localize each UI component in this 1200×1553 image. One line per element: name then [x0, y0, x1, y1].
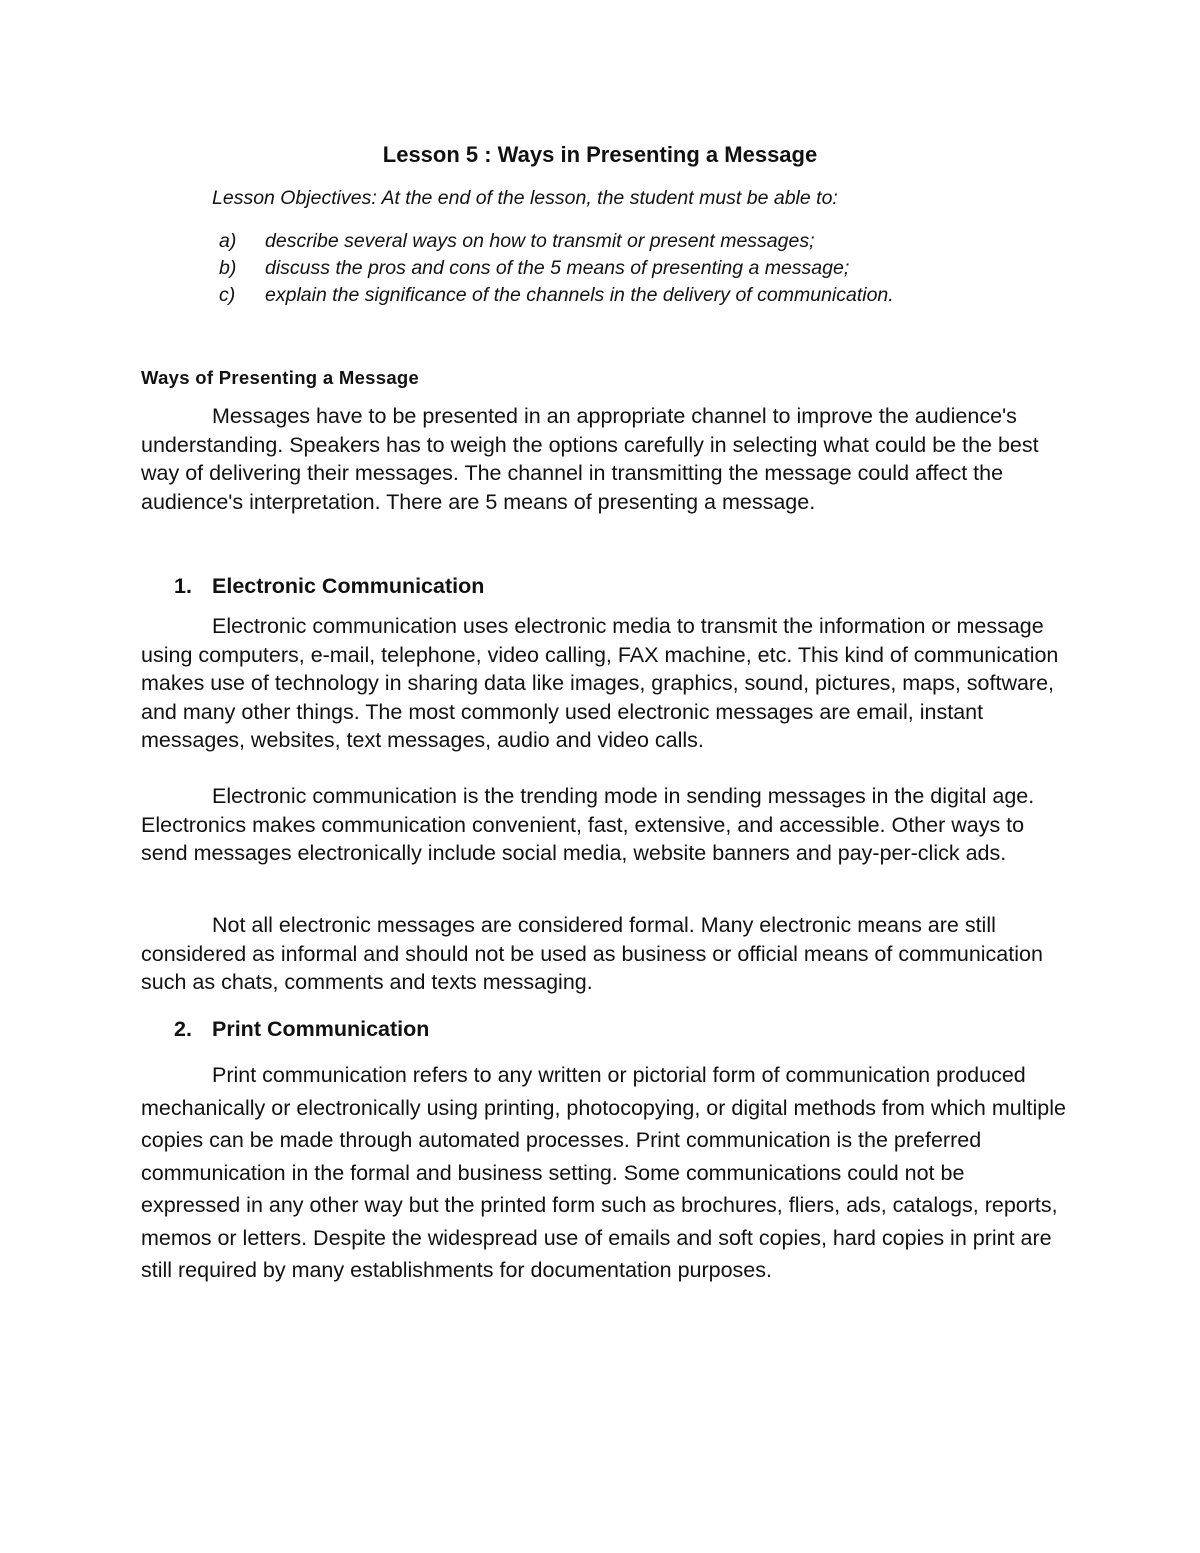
section-number: 2.	[174, 1017, 192, 1041]
section-title: Electronic Communication	[212, 574, 485, 598]
objective-item	[219, 255, 894, 282]
objective-text: describe several ways on how to transmit or present messages;	[265, 230, 815, 252]
print-paragraph-1: Print communication refers to any written or pictorial form of communication produced mechanically or electronically using printing, photocopying, or digital methods from which multiple copies can be made through automated processes. Print communication is the preferred communication in the formal and business setting. Some communications could not be expressed in any other way but the printed form such as brochures, fliers, ads, catalogs, reports, memos or letters. Despite the widespread use of emails and soft copies, hard copies in print are still required by many establishments for documentation purposes.	[141, 1063, 1066, 1282]
objective-marker: a)	[219, 230, 237, 252]
objective-marker: b)	[219, 257, 237, 279]
objective-marker: c)	[219, 284, 236, 306]
intro-paragraph: Messages have to be presented in an appropriate channel to improve the audience's understanding. Speakers has to weigh the options carefully in selecting what could be the best way of delivering their messages. The channel in transmitting the message could affect the audience's interpretation. There are 5 means of presenting a message.	[141, 404, 1039, 514]
section-heading-electronic	[174, 574, 484, 599]
electronic-paragraph-2: Electronic communication is the trending mode in sending messages in the digital age. Electronics makes communication convenient, fast, extensive, and accessible. Other ways to send messages electronically include social media, website banners and pay-per-click ads.	[141, 784, 1035, 865]
objective-item	[219, 282, 894, 309]
section-title: Print Communication	[212, 1017, 430, 1041]
objectives-list	[219, 228, 894, 309]
objective-text: explain the significance of the channels in the delivery of communication.	[265, 284, 894, 306]
electronic-paragraph-3: Not all electronic messages are considered formal. Many electronic means are still considered as informal and should not be used as business or official means of communication such as chats, comments and texts messaging.	[141, 913, 1043, 994]
objective-item	[219, 228, 894, 255]
section-number: 1.	[174, 574, 192, 598]
objective-text: discuss the pros and cons of the 5 means of presenting a message;	[265, 257, 850, 279]
electronic-paragraph-1: Electronic communication uses electronic media to transmit the information or message using computers, e-mail, telephone, video calling, FAX machine, etc. This kind of communication makes use of technology in sharing data like images, graphics, sound, pictures, maps, software, and many other things. The most commonly used electronic messages are email, instant messages, websites, text messages, audio and video calls.	[141, 614, 1059, 752]
section-heading-print	[174, 1017, 429, 1042]
lesson-title: Lesson 5 : Ways in Presenting a Message	[382, 142, 818, 167]
section-heading: Ways of Presenting a Message	[141, 367, 420, 388]
objectives-intro: Lesson Objectives: At the end of the lesson, the student must be able to:	[212, 187, 838, 209]
